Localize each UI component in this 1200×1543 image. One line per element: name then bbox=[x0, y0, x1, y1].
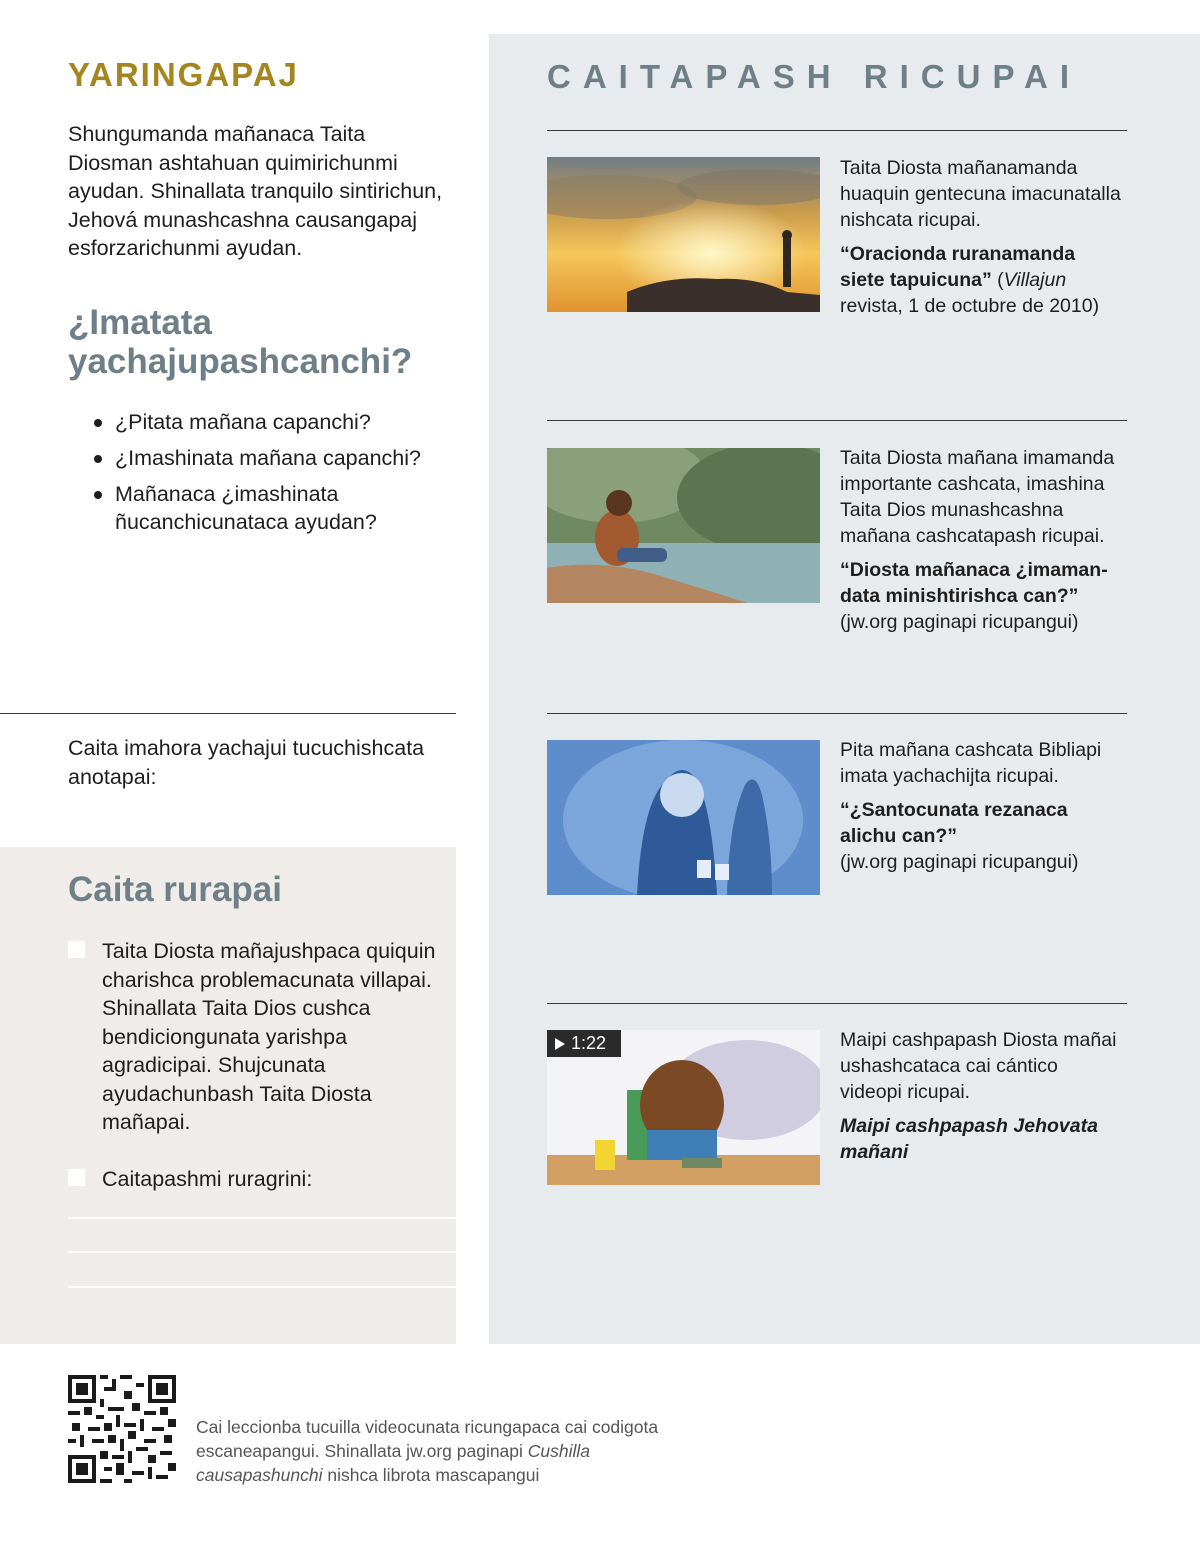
explore-divider bbox=[547, 420, 1127, 421]
woman-praying-image[interactable] bbox=[547, 740, 820, 895]
sunset-image[interactable] bbox=[547, 157, 820, 312]
question-item: ¿Pitata mañana capanchi? bbox=[90, 408, 460, 436]
qr-code bbox=[68, 1375, 176, 1483]
explore-divider bbox=[547, 1003, 1127, 1004]
do-heading: Caita rurapai bbox=[68, 870, 282, 909]
do-item-text: Taita Diosta mañajushpaca quiquin charishca problemacunata villapai. Shinallata Taita Dios cushca bendiciongunata yarishpa agradicipai. Shujcunata ayudachunbash Taita Diosta mañapai. bbox=[102, 939, 436, 1134]
explore-item-source: (jw.org paginapi ricupangui) bbox=[840, 611, 1079, 633]
note-prompt: Caita imahora yachajui tucuchishcata anotapai: bbox=[68, 736, 425, 789]
explore-item-description: Taita Diosta mañana imamanda importante cashcata, imashina Taita Dios munashcashna mañana cashcatapash ricupai. bbox=[840, 447, 1115, 547]
explore-item-description: Maipi cashpapash Diosta mañai ushashcataca cai cántico videopi ricupai. bbox=[840, 1029, 1117, 1103]
explore-item-text bbox=[840, 1027, 1125, 1165]
explore-item-title[interactable]: Maipi cashpapash Jehovata mañani bbox=[840, 1115, 1098, 1163]
checkbox[interactable] bbox=[68, 941, 85, 958]
video-duration: 1:22 bbox=[571, 1033, 607, 1053]
do-item-text: Caitapashmi ruragrini: bbox=[102, 1167, 313, 1191]
explore-item-description: Taita Diosta mañanamanda huaquin gentecuna imacunatalla nishcata ricupai. bbox=[840, 157, 1121, 231]
explore-item-title[interactable]: “Oracionda ruranamanda siete tapuicuna” (Villajun bbox=[840, 243, 1076, 291]
explore-divider bbox=[547, 130, 1127, 131]
explore-heading: CAITAPASH RICUPAI bbox=[547, 58, 1081, 95]
explore-divider bbox=[547, 713, 1127, 714]
woman-by-lake-image[interactable] bbox=[547, 448, 820, 603]
explore-item-title[interactable]: “¿Santocunata rezanaca alichu can?” bbox=[840, 799, 1068, 847]
questions-heading: ¿Imatata yachajupashcanchi? bbox=[68, 303, 413, 381]
question-item: Mañanaca ¿imashinata ñucanchicunataca ayudan? bbox=[90, 480, 460, 536]
explore-item-text bbox=[840, 155, 1125, 319]
writing-line[interactable] bbox=[68, 1251, 456, 1253]
explore-item-source: (jw.org paginapi ricupangui) bbox=[840, 851, 1079, 873]
explore-item-description: Pita mañana cashcata Bibliapi imata yachachijta ricupai. bbox=[840, 739, 1102, 787]
footer-text: Cai leccionba tucuilla videocunata ricungapaca cai codigota escaneapangui. Shinallata jw.org paginapi Cushilla causapashunchi nishca librota mascapangui bbox=[196, 1417, 659, 1485]
left-divider bbox=[0, 713, 456, 714]
question-item: ¿Imashinata mañana capanchi? bbox=[90, 444, 460, 472]
checkbox[interactable] bbox=[68, 1169, 85, 1186]
explore-item-text bbox=[840, 737, 1125, 875]
explore-item-title[interactable]: “Diosta mañanaca ¿imamandata minishtirishca can?” bbox=[840, 559, 1108, 607]
writing-line[interactable] bbox=[68, 1286, 456, 1288]
boy-praying-video[interactable] bbox=[547, 1030, 820, 1185]
do-item bbox=[68, 937, 448, 1137]
do-item bbox=[68, 1165, 448, 1194]
explore-item-text bbox=[840, 445, 1125, 635]
explore-item-source: revista, 1 de octubre de 2010) bbox=[840, 295, 1100, 317]
questions-list bbox=[90, 408, 460, 544]
summary-heading: YARINGAPAJ bbox=[68, 56, 299, 93]
writing-line[interactable] bbox=[68, 1217, 456, 1219]
summary-text: Shungumanda mañanaca Taita Diosman ashtahuan quimirichunmi ayudan. Shinallata tranquilo sintirichun, Jehová munashcashna causangapaj esforzarichunmi ayudan. bbox=[68, 122, 443, 260]
play-icon[interactable] bbox=[555, 1038, 565, 1050]
video-duration-badge bbox=[547, 1030, 621, 1057]
